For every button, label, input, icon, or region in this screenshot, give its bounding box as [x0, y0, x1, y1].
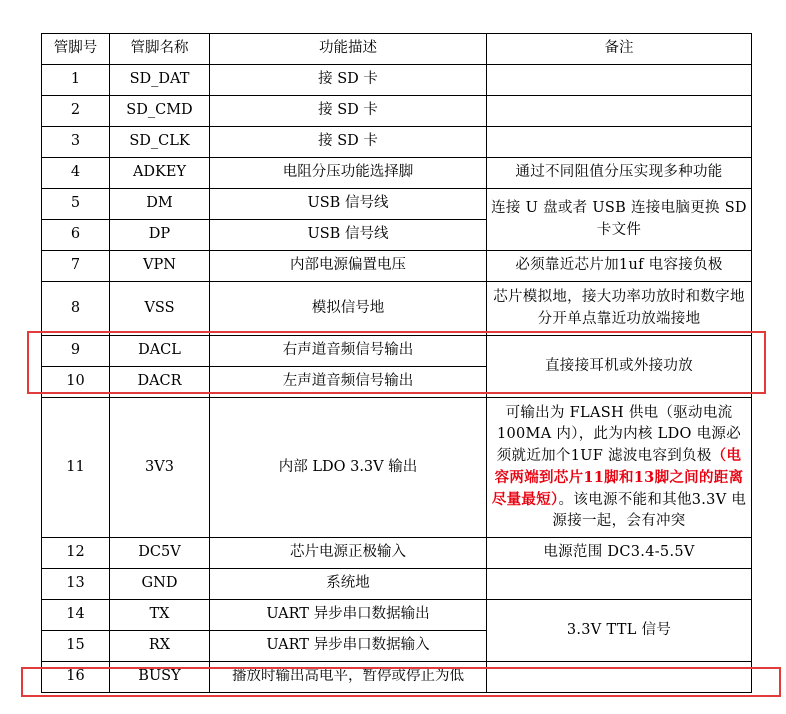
warning-text: （电容两端到芯片11脚和13脚之间的距离尽量最短）	[491, 446, 744, 509]
pin-no: 3	[42, 127, 110, 158]
pin-function: 接 SD 卡	[210, 65, 487, 96]
pin-function: 接 SD 卡	[210, 96, 487, 127]
pin-function: 接 SD 卡	[210, 127, 487, 158]
highlight-box-dac	[27, 331, 766, 394]
pin-no: 2	[42, 96, 110, 127]
pin-name: DP	[110, 220, 210, 251]
pin-name: DC5V	[110, 538, 210, 569]
pin-name: VPN	[110, 251, 210, 282]
pin-name: BUSY	[110, 662, 210, 693]
table-row	[42, 65, 752, 96]
pin-no: 11	[42, 398, 110, 538]
table-row	[42, 158, 752, 189]
table-row	[42, 189, 752, 220]
pin-function: 左声道音频信号输出	[210, 367, 487, 398]
pin-name: SD_CLK	[110, 127, 210, 158]
pin-name: VSS	[110, 282, 210, 336]
remark-text: 。该电源不能和其他3.3V 电源接一起，会有冲突	[552, 492, 747, 530]
pin-remark: 3.3V TTL 信号	[487, 600, 752, 662]
table-row	[42, 569, 752, 600]
table-row	[42, 600, 752, 631]
pin-remark: 通过不同阻值分压实现多种功能	[487, 158, 752, 189]
pin-no: 6	[42, 220, 110, 251]
pin-remark: 电源范围 DC3.4-5.5V	[487, 538, 752, 569]
table-row	[42, 96, 752, 127]
pin-function: 电阻分压功能选择脚	[210, 158, 487, 189]
pin-name: GND	[110, 569, 210, 600]
pin-no: 4	[42, 158, 110, 189]
pin-name: SD_CMD	[110, 96, 210, 127]
pin-function: 芯片电源正极输入	[210, 538, 487, 569]
pin-function: 系统地	[210, 569, 487, 600]
pin-remark: 必须靠近芯片加1uf 电容接负极	[487, 251, 752, 282]
pin-remark	[487, 65, 752, 96]
pin-function: USB 信号线	[210, 220, 487, 251]
highlight-box-busy	[21, 667, 781, 697]
pin-no: 13	[42, 569, 110, 600]
pin-function: USB 信号线	[210, 189, 487, 220]
pin-function: 播放时输出高电平，暂停或停止为低	[210, 662, 487, 693]
header-remark: 备注	[487, 34, 752, 65]
pin-name: 3V3	[110, 398, 210, 538]
table-row	[42, 127, 752, 158]
remark-text: 可输出为 FLASH 供电（驱动电流100MA 内），此为内核 LDO 电源必须就近加个1UF 滤波电容到负极	[496, 404, 741, 464]
table-row	[42, 251, 752, 282]
pin-remark: 芯片模拟地，接大功率功放时和数字地分开单点靠近功放端接地	[487, 282, 752, 336]
pin-no: 9	[42, 336, 110, 367]
pin-name: ADKEY	[110, 158, 210, 189]
pin-remark: 连接 U 盘或者 USB 连接电脑更换 SD 卡文件	[487, 189, 752, 251]
pin-remark: 直接接耳机或外接功放	[487, 336, 752, 398]
pin-function: UART 异步串口数据输入	[210, 631, 487, 662]
pin-function: 内部电源偏置电压	[210, 251, 487, 282]
pin-no: 1	[42, 65, 110, 96]
pin-name: SD_DAT	[110, 65, 210, 96]
pin-no: 7	[42, 251, 110, 282]
pin-no: 8	[42, 282, 110, 336]
pin-remark	[487, 127, 752, 158]
pin-name: DM	[110, 189, 210, 220]
header-row	[42, 34, 752, 65]
header-function: 功能描述	[210, 34, 487, 65]
pin-function: 右声道音频信号输出	[210, 336, 487, 367]
table-row	[42, 282, 752, 336]
pin-remark	[487, 398, 752, 538]
pin-function: 模拟信号地	[210, 282, 487, 336]
pin-name: DACR	[110, 367, 210, 398]
pin-name: DACL	[110, 336, 210, 367]
pin-name: TX	[110, 600, 210, 631]
pin-no: 12	[42, 538, 110, 569]
header-pin-name: 管脚名称	[110, 34, 210, 65]
pin-no: 5	[42, 189, 110, 220]
table-row	[42, 398, 752, 538]
pin-name: RX	[110, 631, 210, 662]
pin-no: 15	[42, 631, 110, 662]
pin-no: 10	[42, 367, 110, 398]
pin-no: 16	[42, 662, 110, 693]
pin-no: 14	[42, 600, 110, 631]
pin-function: 内部 LDO 3.3V 输出	[210, 398, 487, 538]
pin-remark	[487, 569, 752, 600]
pin-remark	[487, 96, 752, 127]
header-pin-no: 管脚号	[42, 34, 110, 65]
table-row	[42, 538, 752, 569]
pin-function: UART 异步串口数据输出	[210, 600, 487, 631]
